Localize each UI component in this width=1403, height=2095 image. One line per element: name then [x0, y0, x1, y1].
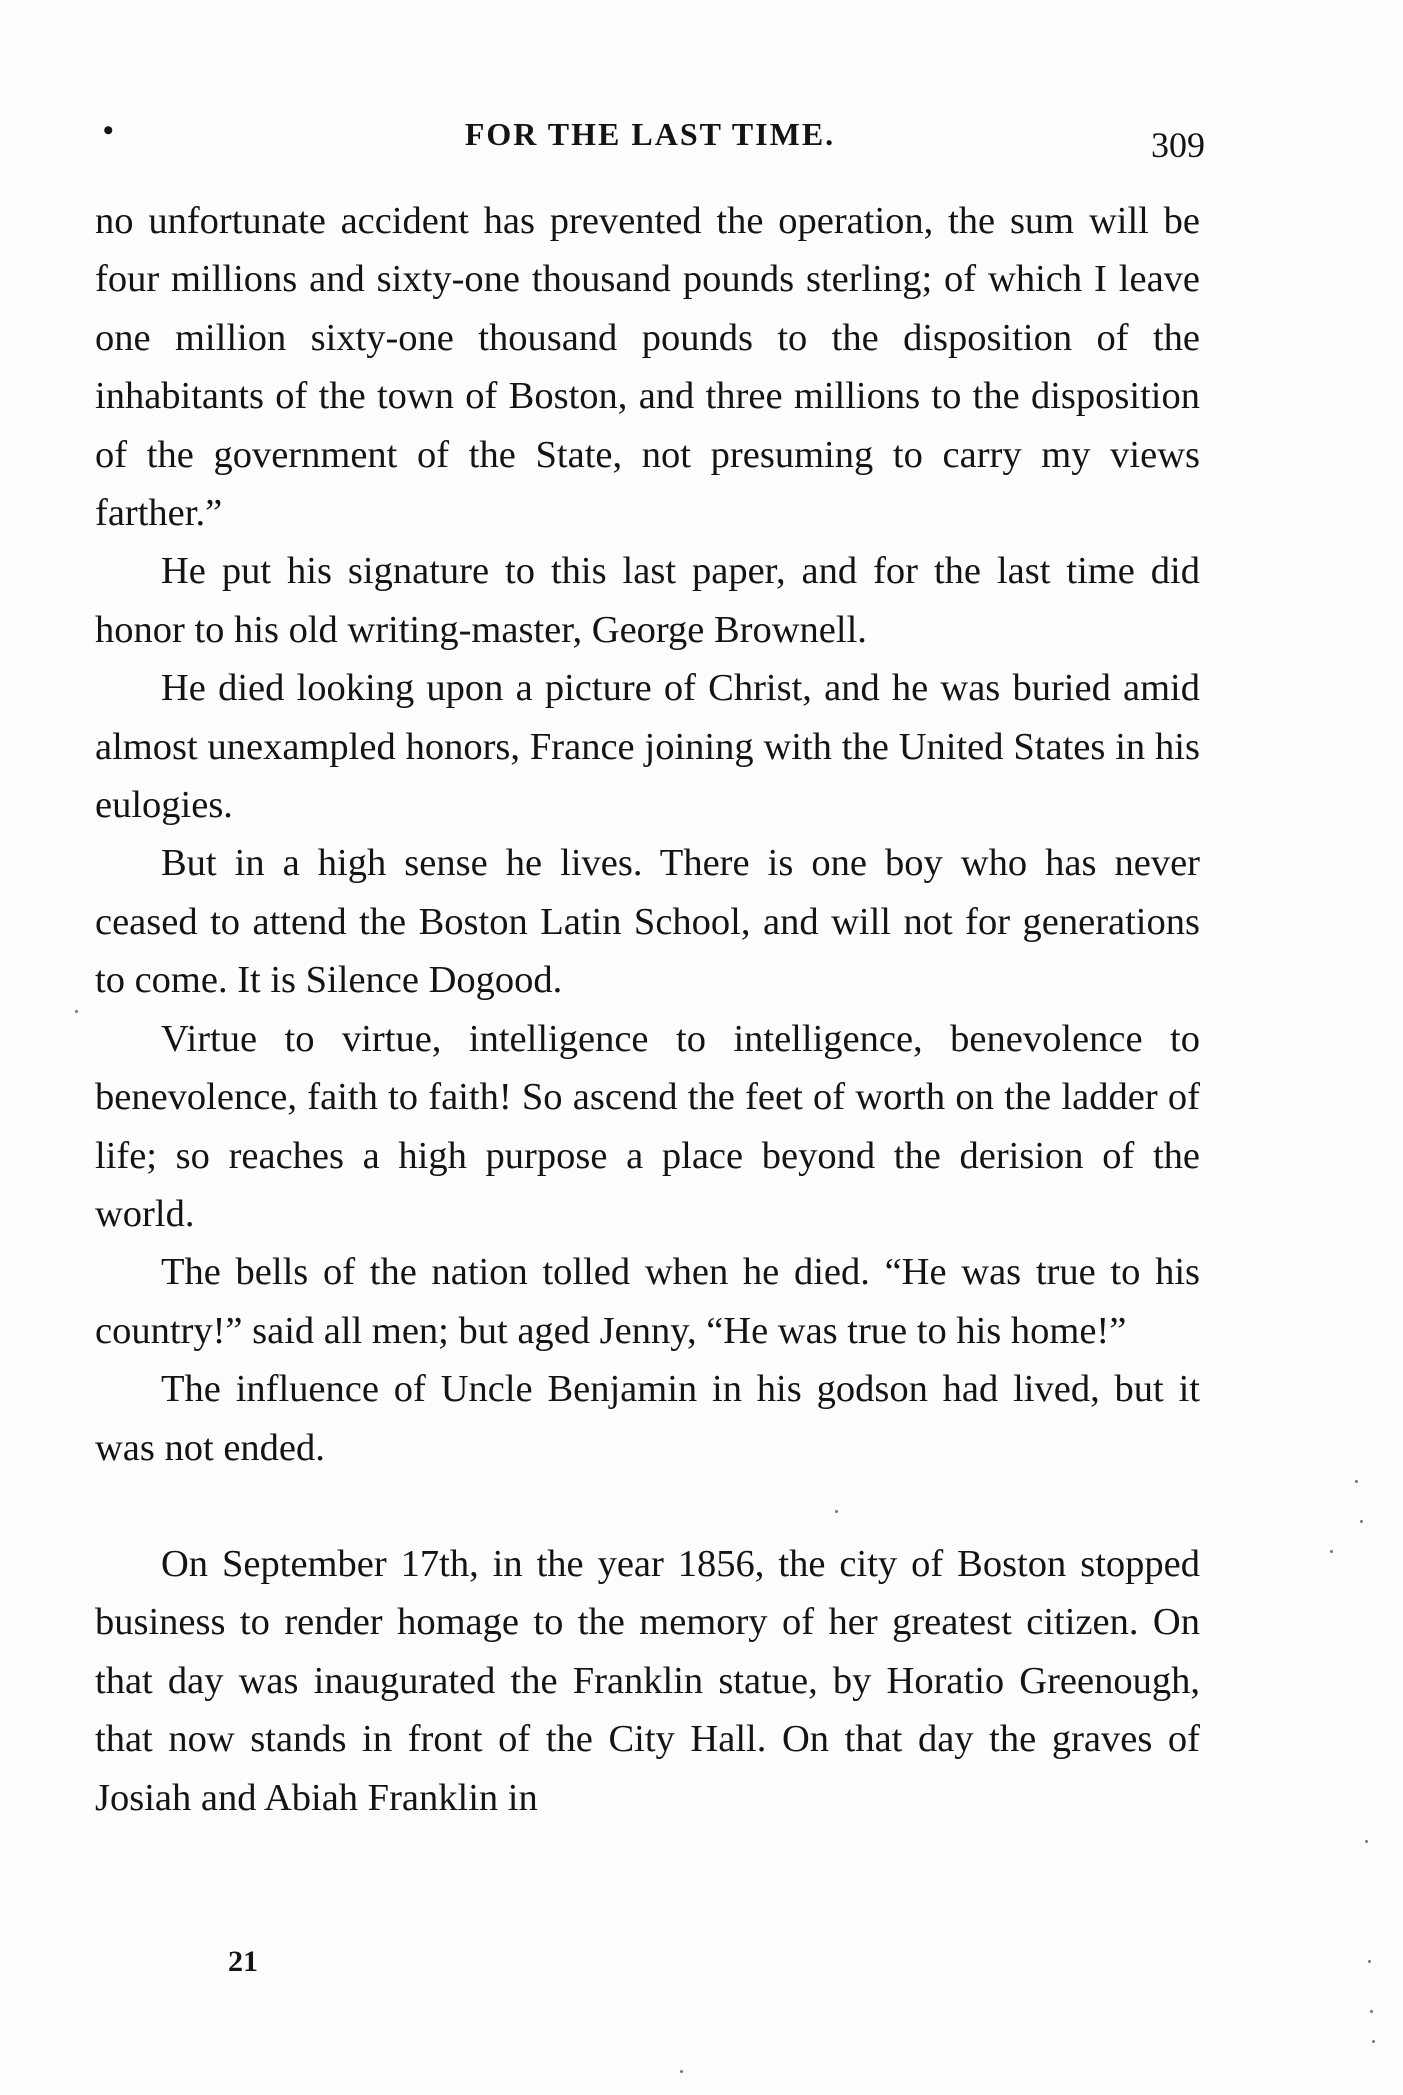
paragraph: But in a high sense he lives. There is one boy who has never ceased to attend the Boston Latin School, and will not for generations to come. It is Silence Dogood.: [95, 842, 1200, 1002]
paper-speck: [680, 2070, 683, 2073]
page-body: [95, 192, 1200, 1827]
paragraph: The influence of Uncle Benjamin in his godson had lived, but it was not ended.: [95, 1368, 1200, 1469]
paper-speck: [75, 1010, 78, 1013]
paper-speck: [1355, 1480, 1358, 1483]
running-header: [95, 112, 1205, 165]
paper-speck: [1368, 1960, 1371, 1963]
paper-speck: [1360, 1520, 1363, 1523]
paper-speck: [1370, 2010, 1373, 2013]
paragraph: He put his signature to this last paper, and for the last time did honor to his old writing-master, George Brownell.: [95, 550, 1200, 651]
paper-speck: [1330, 1550, 1333, 1553]
paper-speck: [835, 1510, 838, 1513]
paper-speck: [1365, 1840, 1368, 1843]
paper-speck: [1372, 2040, 1375, 2043]
paragraph: On September 17th, in the year 1856, the city of Boston stopped business to render homage to the memory of her greatest citizen. On that day was inaugurated the Franklin statue, by Horatio Greenough, that now stands in front of the City Hall. On that day the graves of Josiah and Abiah Franklin in: [95, 1542, 1200, 1819]
paragraph: Virtue to virtue, intelligence to intelligence, benevolence to benevolence, faith to faith! So ascend the feet of worth on the ladder of life; so reaches a high purpose a place beyond the derision of the world.: [95, 1017, 1200, 1235]
signature-mark: 21: [228, 1945, 258, 1978]
paragraph: The bells of the nation tolled when he died. “He was true to his country!” said all men; but aged Jenny, “He was true to his home!”: [95, 1251, 1200, 1352]
running-title: FOR THE LAST TIME.: [464, 116, 836, 152]
paragraph: He died looking upon a picture of Christ, and he was buried amid almost unexampled honors, France joining with the United States in his eulogies.: [95, 667, 1200, 827]
paragraph-continued: no unfortunate accident has prevented the operation, the sum will be four millions and sixty-one thousand pounds sterling; of which I leave one million sixty-one thousand pounds to the disposition of the inhabitants of the town of Boston, and three millions to the disposition of the government of the State, not presuming to carry my views farther.”: [95, 200, 1200, 535]
header-mark: •: [103, 114, 114, 147]
page-number: 309: [1151, 125, 1205, 165]
